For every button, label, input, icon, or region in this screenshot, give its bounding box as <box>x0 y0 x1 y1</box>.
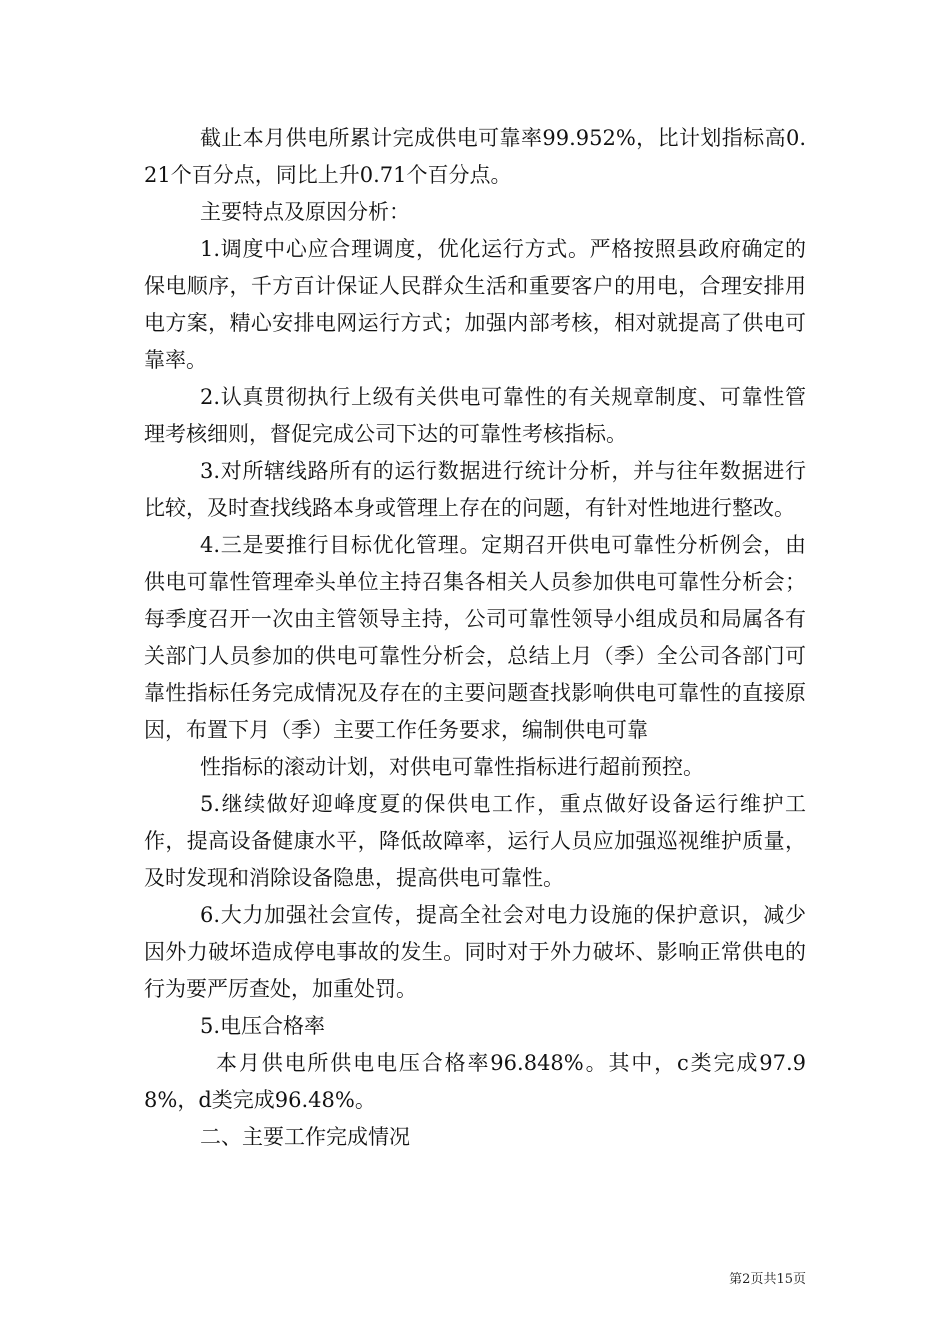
paragraph-point-4: 4.三是要推行目标优化管理。定期召开供电可靠性分析例会，由供电可靠性管理牵头单位主持召集各相关人员参加供电可靠性分析会；每季度召开一次由主管领导主持，公司可靠性领导小组成员和局属各有关部门人员参加的供电可靠性分析会，总结上月（季）全公司各部门可靠性指标任务完成情况及存在的主要问题查找影响供电可靠性的直接原因，布置下月（季）主要工作任务要求，编制供电可靠 <box>144 533 806 742</box>
document-body <box>144 120 806 1156</box>
paragraph-voltage-rate: 本月供电所供电电压合格率96.848%。其中，c类完成97.98%，d类完成96.48%。 <box>144 1051 806 1112</box>
paragraph-point-6: 6.大力加强社会宣传，提高全社会对电力设施的保护意识，减少因外力破坏造成停电事故的发生。同时对于外力破坏、影响正常供电的行为要严厉查处，加重处罚。 <box>144 903 806 1001</box>
paragraph-section-two-heading: 二、主要工作完成情况 <box>200 1125 410 1149</box>
paragraph-voltage-heading: 5.电压合格率 <box>200 1014 326 1038</box>
paragraph-point-5: 5.继续做好迎峰度夏的保供电工作，重点做好设备运行维护工作，提高设备健康水平，降低故障率，运行人员应加强巡视维护质量，及时发现和消除设备隐患，提高供电可靠性。 <box>144 792 806 890</box>
paragraph-reliability-summary: 截止本月供电所累计完成供电可靠率99.952%，比计划指标高0.21个百分点，同比上升0.71个百分点。 <box>144 126 806 187</box>
paragraph-point-1: 1.调度中心应合理调度，优化运行方式。严格按照县政府确定的保电顺序，千方百计保证人民群众生活和重要客户的用电，合理安排用电方案，精心安排电网运行方式；加强内部考核，相对就提高了供电可靠率。 <box>144 237 806 372</box>
page-number: 第2页共15页 <box>729 1272 806 1287</box>
paragraph-point-2: 2.认真贯彻执行上级有关供电可靠性的有关规章制度、可靠性管理考核细则，督促完成公司下达的可靠性考核指标。 <box>144 385 806 446</box>
paragraph-analysis-heading: 主要特点及原因分析： <box>200 200 410 224</box>
paragraph-point-4-continued: 性指标的滚动计划，对供电可靠性指标进行超前预控。 <box>200 755 704 779</box>
paragraph-point-3: 3.对所辖线路所有的运行数据进行统计分析，并与往年数据进行比较，及时查找线路本身或管理上存在的问题，有针对性地进行整改。 <box>144 459 806 520</box>
